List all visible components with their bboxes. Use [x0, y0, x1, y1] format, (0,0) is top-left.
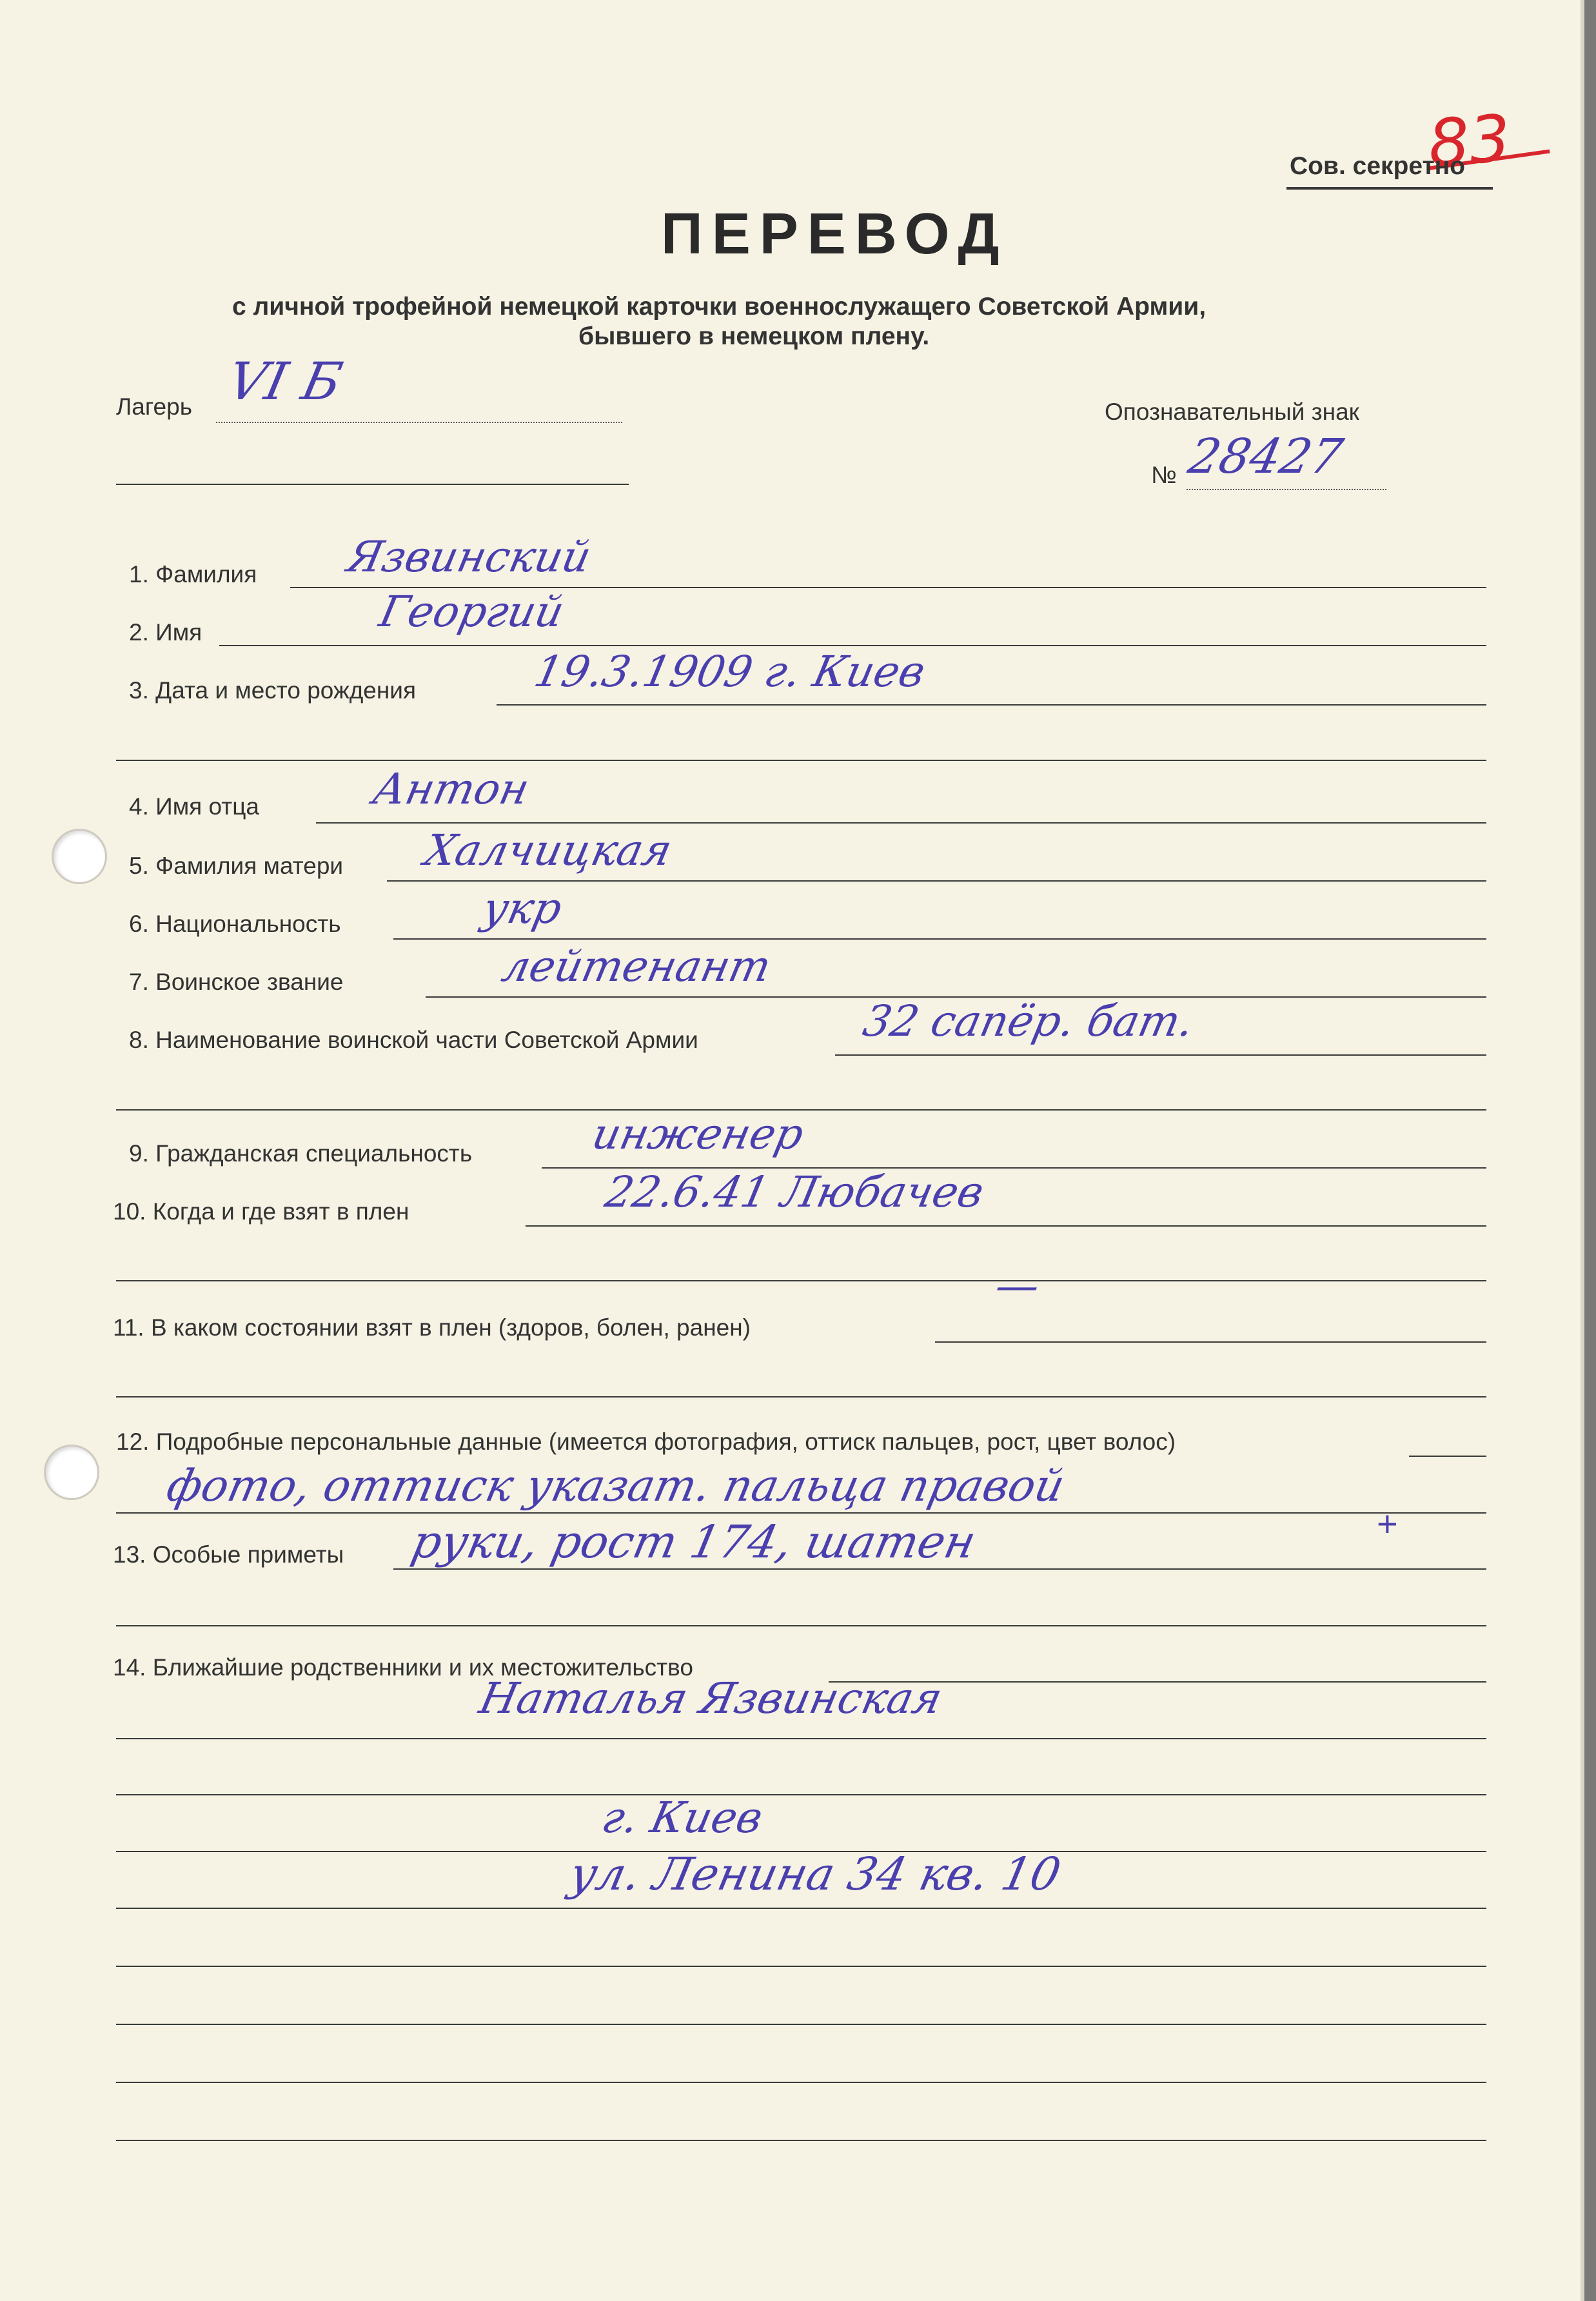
- punch-hole-upper: [52, 829, 107, 884]
- field-3-value: 19.3.1909 г. Киев: [529, 647, 930, 696]
- classification-underline: [1286, 187, 1493, 190]
- field-3-line-2: [116, 760, 1486, 761]
- field-14-line-6: [116, 1966, 1486, 1967]
- field-9-label: 9. Гражданская специальность: [129, 1140, 473, 1167]
- field-10-label: 10. Когда и где взят в плен: [113, 1198, 409, 1225]
- field-13-line-2: [116, 1625, 1486, 1626]
- field-14-line-7: [116, 2024, 1486, 2025]
- field-11-line-2: [116, 1396, 1486, 1397]
- classification-stamp: Сов. секретно: [1290, 152, 1466, 180]
- page-edge-shadow: [1584, 0, 1596, 2301]
- field-12-line: [1409, 1456, 1486, 1457]
- camp-label: Лагерь: [116, 393, 192, 420]
- field-12-label: 12. Подробные персональные данные (имеется фотография, оттиск пальцев, рост, цвет волос): [116, 1428, 1176, 1455]
- field-10-line: [526, 1225, 1486, 1227]
- field-4-label: 4. Имя отца: [129, 793, 259, 820]
- field-14-relative: Наталья Язвинская: [475, 1674, 947, 1723]
- field-4-value: Антон: [368, 764, 534, 814]
- id-mark-value: 28427: [1183, 429, 1348, 484]
- field-13-value: руки, рост 174, шатен: [407, 1516, 981, 1568]
- field-4-line: [316, 822, 1486, 824]
- field-11-line: [935, 1341, 1486, 1343]
- field-7-label: 7. Воинское звание: [129, 969, 344, 995]
- field-14-line-5: [116, 1908, 1486, 1909]
- field-3-line: [497, 704, 1486, 706]
- field-11-label: 11. В каком состоянии взят в плен (здоров, болен, ранен): [113, 1314, 751, 1341]
- field-12-line-2: [116, 1512, 1486, 1514]
- camp-line-2: [116, 484, 629, 485]
- field-12-value: фото, оттиск указат. пальца правой: [162, 1461, 1069, 1512]
- sheet-number-red: 83: [1426, 100, 1513, 182]
- field-5-label: 5. Фамилия матери: [129, 853, 344, 879]
- field-6-label: 6. Национальность: [129, 911, 341, 937]
- field-8-value: 32 сапёр. бат.: [858, 996, 1199, 1046]
- field-13-line: [393, 1568, 1486, 1570]
- document-title: ПЕРЕВОД: [661, 202, 1009, 266]
- field-6-value: укр: [478, 884, 567, 933]
- field-10-line-2: [116, 1280, 1486, 1281]
- id-mark-prefix: №: [1151, 462, 1177, 488]
- field-14-line-8: [116, 2082, 1486, 2083]
- field-14-label: 14. Ближайшие родственники и их местожительство: [113, 1654, 693, 1681]
- field-14-address: ул. Ленина 34 кв. 10: [565, 1848, 1065, 1901]
- field-9-value: инженер: [587, 1109, 809, 1159]
- field-6-line: [393, 938, 1486, 940]
- camp-value: VI Б: [222, 351, 348, 411]
- field-1-label: 1. Фамилия: [129, 561, 257, 588]
- handwritten-plus-mark: +: [1377, 1503, 1398, 1544]
- document-subtitle-line1: с личной трофейной немецкой карточки военнослужащего Советской Армии,: [232, 293, 1207, 321]
- field-2-line: [219, 645, 1486, 646]
- field-1-value: Язвинский: [342, 532, 596, 582]
- field-8-line: [835, 1054, 1486, 1056]
- field-14-city: г. Киев: [597, 1793, 767, 1842]
- field-14-line-2: [116, 1738, 1486, 1739]
- field-7-value: лейтенант: [497, 942, 776, 991]
- field-14-line-9: [116, 2140, 1486, 2141]
- field-5-value: Халчицкая: [420, 825, 676, 875]
- punch-hole-lower: [44, 1445, 99, 1500]
- id-mark-line: [1187, 489, 1386, 490]
- field-3-label: 3. Дата и место рождения: [129, 677, 416, 704]
- field-2-value: Георгий: [375, 587, 569, 637]
- id-mark-label: Опознавательный знак: [1105, 399, 1359, 425]
- field-2-label: 2. Имя: [129, 619, 202, 646]
- page-edge-highlight: [1581, 0, 1584, 2301]
- field-8-label: 8. Наименование воинской части Советской Армии: [129, 1027, 698, 1053]
- field-5-line: [387, 880, 1486, 882]
- field-10-value: 22.6.41 Любачев: [600, 1167, 989, 1217]
- field-14-line-3: [116, 1794, 1486, 1795]
- field-13-label: 13. Особые приметы: [113, 1541, 344, 1568]
- field-11-value: —: [990, 1261, 1045, 1310]
- camp-line: [216, 422, 622, 423]
- document-subtitle-line2: бывшего в немецком плену.: [578, 322, 930, 350]
